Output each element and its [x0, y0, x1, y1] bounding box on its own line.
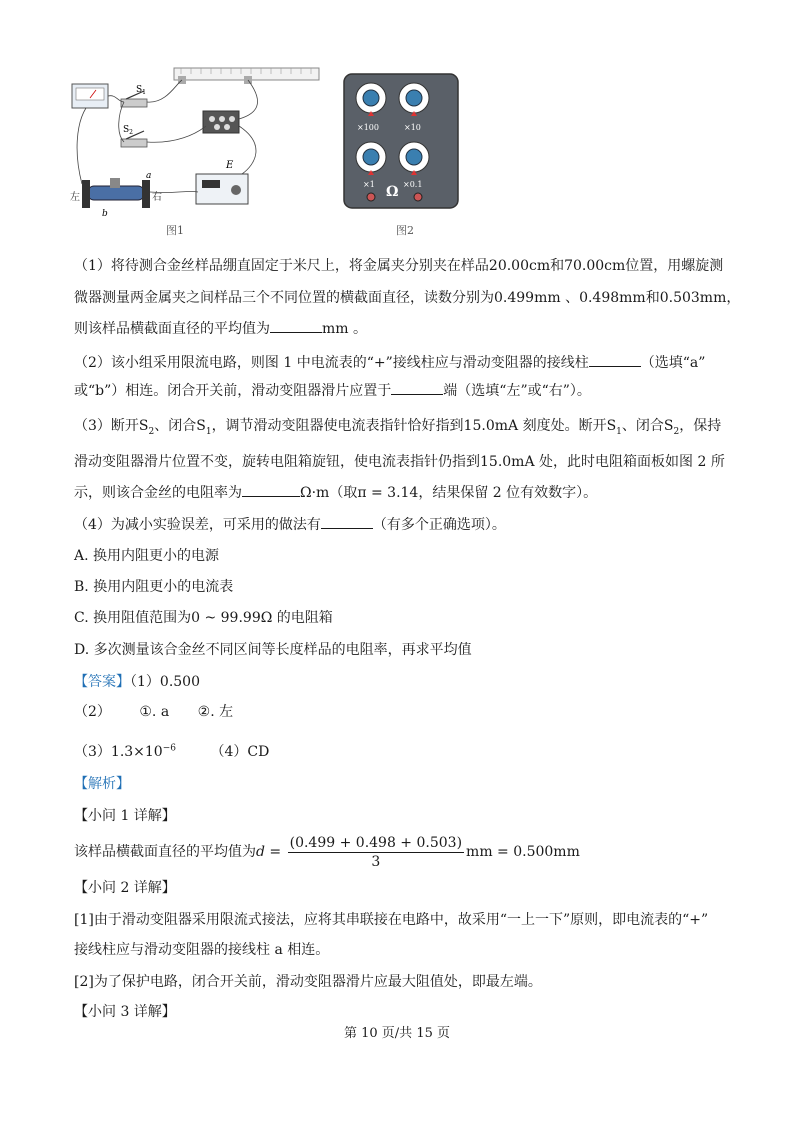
figures: [66, 64, 466, 244]
rheostat-left-label: 左: [70, 192, 80, 203]
fig1-caption: 图1: [166, 224, 184, 237]
terminal-b-label: b: [102, 209, 108, 219]
q3-line2: 滑动变阻器滑片位置不变，旋转电阻箱旋钮，使电流表指针仍指到15.0mA 处，此时电阻箱面板如图 2 所: [74, 454, 725, 470]
q4-answer-blank[interactable]: [321, 514, 373, 529]
q2-blank-1[interactable]: [589, 352, 641, 367]
q2-line1: [74, 352, 705, 373]
q4-line1-pre: （4）为减小实验误差，可采用的做法有: [74, 517, 321, 533]
s2-label: $S_2$: [123, 125, 133, 136]
svg-text:×100: ×100: [357, 123, 379, 132]
q3-line1: （3）断开$S_2$、闭合$S_1$，调节滑动变阻器使电流表指针恰好指到15.0mA 刻度处。断开$S_1$、闭合$S_2$，保持: [74, 418, 722, 437]
answer-3: $(3)1.3\times 10^{-6}$: [74, 743, 176, 760]
q4-line1: [74, 514, 506, 535]
page-footer: 第 10 页/共 15 页: [344, 1026, 450, 1041]
q2-line1-pre: （2）该小组采用限流电路，则图 1 中电流表的“+”接线柱应与滑动变阻器的接线柱: [74, 355, 589, 371]
circuit-diagram: [66, 64, 466, 237]
q4-option-b: B. 换用内阻更小的电流表: [74, 579, 234, 595]
answer-2-2: ②. 左: [197, 704, 234, 720]
q3-line3-pre: 示，则该合金丝的电阻率为: [74, 485, 242, 501]
q1-line3: [74, 318, 367, 339]
answer-line1: [74, 672, 200, 692]
q3-answer-blank[interactable]: [242, 482, 300, 497]
q2-line1-post: （选填“a”: [640, 355, 706, 371]
answer-tag: 【答案】: [74, 674, 130, 690]
q2-line2-post: 端（选填“左”或“右”）。: [443, 383, 591, 399]
q1-answer-blank[interactable]: [270, 318, 322, 333]
analysis-sub2-title: 【小问 2 详解】: [74, 880, 176, 896]
terminal-right-icon: [414, 193, 422, 201]
answer-line2: （2） ①. a ②. 左: [74, 704, 234, 720]
rheostat-right-label: 右: [152, 192, 162, 203]
s1-label: $S_1$: [136, 85, 146, 96]
fig2-caption: 图2: [396, 224, 414, 237]
answer-2-1: ①. a: [139, 704, 170, 720]
answer-4: （4）CD: [210, 743, 270, 760]
q1-line3-post: mm 。: [322, 321, 368, 337]
answer-line3: [74, 738, 269, 762]
q4-option-c: C. 换用阻值范围为0 ~ 99.99Ω 的电阻箱: [74, 610, 333, 626]
omega-symbol: Ω: [386, 184, 399, 200]
terminal-a-label: a: [146, 171, 152, 181]
q4-option-d: D. 多次测量该合金丝不同区间等长度样品的电阻率，再求平均值: [74, 642, 472, 658]
analysis-sub3-title: 【小问 3 详解】: [74, 1004, 176, 1020]
terminal-left-icon: [367, 193, 375, 201]
svg-text:×0.1: ×0.1: [403, 180, 423, 189]
q2-blank-2[interactable]: [391, 380, 443, 395]
source-e-label: E: [226, 160, 234, 171]
q3-line3-post: Ω·m（取π = 3.14，结果保留 2 位有效数字）。: [300, 485, 598, 501]
analysis-sub1-formula: 该样品横截面直径的平均值为d = $\frac{(0.499 + 0.498 + 0.503)}{3}$ mm = 0.500mm: [74, 834, 580, 870]
answer-1: （1）0.500: [130, 674, 200, 690]
q2-line2: [74, 380, 591, 401]
q4-option-a: A. 换用内阻更小的电源: [74, 548, 220, 564]
analysis-tag: 【解析】: [74, 776, 130, 792]
formula-fraction: $\frac{(0.499 + 0.498 + 0.503)}{3}$: [289, 834, 463, 870]
analysis-sub2-line2: 接线柱应与滑动变阻器的接线柱 a 相连。: [74, 942, 330, 958]
q1-line2: 微器测量两金属夹之间样品三个不同位置的横截面直径，读数分别为0.499mm 、0.498mm和0.503mm，: [74, 290, 741, 306]
q3-line3: [74, 482, 597, 503]
analysis-sub2-line3: [2]为了保护电路，闭合开关前，滑动变阻器滑片应最大阻值处，即最左端。: [74, 974, 542, 990]
q1-line1: （1）将待测合金丝样品绷直固定于米尺上，将金属夹分别夹在样品20.00cm和70.00cm位置，用螺旋测: [74, 258, 724, 274]
q1-line3-pre: 则该样品横截面直径的平均值为: [74, 321, 270, 337]
q2-line2-pre: 或“b”）相连。闭合开关前，滑动变阻器滑片应置于: [74, 383, 392, 399]
analysis-sub2-line1: [1]由于滑动变阻器采用限流式接法，应将其串联接在电路中，故采用“一上一下”原则，即电流表的“+”: [74, 912, 709, 928]
svg-text:×1: ×1: [363, 180, 375, 189]
svg-text:×10: ×10: [404, 123, 421, 132]
analysis-sub1-title: 【小问 1 详解】: [74, 808, 176, 824]
q4-line1-post: （有多个正确选项）。: [372, 517, 506, 533]
